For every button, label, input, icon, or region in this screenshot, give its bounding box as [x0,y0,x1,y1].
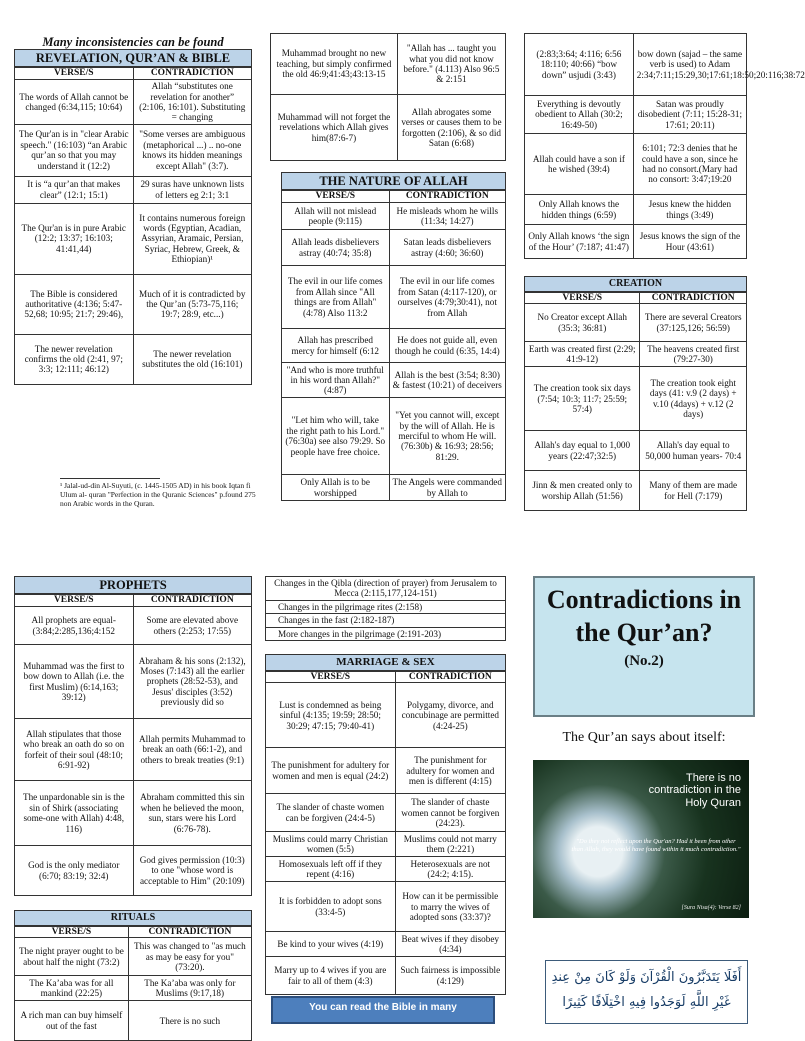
contradiction-cell: Abraham & his sons (2:132), Moses (7:143) all the earlier prophets (28:52-53), and Jesus' disciples (3:52) previously did so [133,645,252,719]
verse-cell: Homosexuals left off if they repent (4:16) [266,857,396,882]
contradiction-cell: "Allah has ... taught you what you did not know before." (4.113) Also 96:5 & 2:151 [397,34,505,95]
table-row [525,225,747,259]
table-row [15,846,252,896]
contradiction-cell: "Some verses are ambiguous (metaphorical ...) .. no-one knows its hidden meanings except Allah" (3:7). [133,124,252,176]
page-title: Many inconsistencies can be found [14,35,252,49]
verse-cell: Earth was created first (2:29; 41:9-12) [525,342,640,367]
right-top-section [524,33,747,259]
table-row [271,95,506,161]
verse-cell: The Qur'an is in pure Arabic (12:2; 13:37; 16:103; 41:41,44) [15,203,134,274]
table-row [15,607,252,645]
col-verse: VERSE/S [266,671,396,683]
mid-top-section [270,33,506,161]
flower-photo [533,760,749,918]
col-verse: VERSE/S [15,595,134,607]
change-cell: More changes in the pilgrimage (2:191-203) [266,627,506,640]
table-row [15,124,252,176]
table-row [271,34,506,95]
contradiction-cell: The evil in our life comes from Satan (4:117-120), or ourselves (4:79;30:41), not from Allah [389,266,505,329]
verse-cell: Muhammad was the first to bow down to Allah (i.e. the first Muslim) (6:14,163; 39:12) [15,645,134,719]
col-contradiction: CONTRADICTION [389,191,505,203]
verse-cell: No Creator except Allah (35:3; 36:81) [525,304,640,342]
table-row [266,748,506,794]
verse-cell: "Let him who will, take the right path to his Lord." (76:30a) see also 79:29. So people have free choice. [282,398,390,475]
verse-cell: The punishment for adultery for women and men is equal (24:2) [266,748,396,794]
verse-cell: Only Allah knows ‘the sign of the Hour’ (7:187; 41:47) [525,225,634,259]
verse-cell: Only Allah is to be worshipped [282,475,390,501]
rituals-heading: RITUALS [14,910,252,926]
table-row [525,34,747,96]
verse-cell: Jinn & men created only to worship Allah (51:56) [525,471,640,511]
col-verse: VERSE/S [15,68,134,80]
contradiction-cell: 6:101; 72:3 denies that he could have a son, since he had no consort.(Mary had no consort: 3:47;19:20 [633,134,746,195]
marriage-table [265,671,506,996]
contradiction-cell: The Ka’aba was only for Muslims (9:17,18) [128,976,251,1001]
table-row [282,363,506,398]
col-verse: VERSE/S [525,292,640,304]
contradiction-cell: Satan leads disbelievers astray (4:60; 36:60) [389,230,505,266]
verse-cell: Allah has prescribed mercy for himself (6:12 [282,329,390,363]
qibla-section [265,576,506,641]
nature-table [281,190,506,501]
table-row [282,329,506,363]
verse-cell: It is forbidden to adopt sons (33:4-5) [266,882,396,932]
qibla-table [265,576,506,641]
verse-cell: The words of Allah cannot be changed (6:34,115; 10:64) [15,80,134,125]
contradiction-cell: How can it be permissible to marry the wives of adopted sons (33:37)? [395,882,505,932]
table-row [525,134,747,195]
table-row [525,195,747,225]
contradiction-cell: He does not guide all, even though he could (6:35, 14:4) [389,329,505,363]
contradiction-cell: The punishment for adultery for women and men is different (4:15) [395,748,505,794]
col-contradiction: CONTRADICTION [133,595,252,607]
verse-cell: (2:83;3:64; 4:116; 6:56 18:110; 40:66) “bow down” usjudi (3:43) [525,34,634,96]
table-row [15,1001,252,1041]
table-row [15,938,252,976]
verse-cell: It is “a qur’an that makes clear” (12:1; 15:1) [15,176,134,203]
creation-section [524,276,747,511]
change-cell: Changes in the fast (2:182-187) [266,614,506,627]
contradiction-cell: Abraham committed this sin when he believed the moon, sun, stars were his Lord (6:76-78). [133,781,252,846]
arabic-verse: أَفَلَا يَتَدَبَّرُونَ الْقُرْآنَ وَلَوْ كَانَ مِنْ عِندِ غَيْرِ اللَّهِ لَوَجَدُوا فِيهِ اخْتِلَافًا كَثِيرًا [545,960,748,1024]
contradiction-cell: 29 suras have unknown lists of letters eg 2:1; 3:1 [133,176,252,203]
table-row [266,794,506,832]
table-row [15,719,252,781]
promo-title: Contradictions in the Qur’an? [535,584,753,650]
verse-cell: The creation took six days (7:54; 10:3; 11:7; 25:59; 57:4) [525,367,640,431]
verse-cell: The evil in our life comes from Allah since "All things are from Allah" (4:78) Also 113:2 [282,266,390,329]
prophets-heading: PROPHETS [14,576,252,594]
revelation-section [14,49,252,385]
col-contradiction: CONTRADICTION [640,292,747,304]
verse-cell: Allah will not mislead people (9:115) [282,203,390,230]
contradiction-cell: Allah abrogates some verses or causes them to be forgotten (2:106), & so did Satan (6:68) [397,95,505,161]
verse-cell: A rich man can buy himself out of the fast [15,1001,129,1041]
contradiction-cell: Allah “substitutes one revelation for another” (2:106, 16:101). Substituting = changing [133,80,252,125]
contradiction-cell: Jesus knows the sign of the Hour (43:61) [633,225,746,259]
verse-cell: Allah stipulates that those who break an oath do so on forfeit of their soul (48:10; 6:91-92) [15,719,134,781]
verse-cell: Marry up to 4 wives if you are fair to all of them (4:3) [266,957,396,995]
table-row [266,600,506,613]
verse-cell: Everything is devoutly obedient to Allah (30:2; 16:49-50) [525,96,634,134]
verse-cell: Only Allah knows the hidden things (6:59) [525,195,634,225]
change-cell: Changes in the pilgrimage rites (2:158) [266,600,506,613]
table-row [266,627,506,640]
contradiction-cell: There are several Creators (37:125,126; 56:59) [640,304,747,342]
table-row [15,645,252,719]
promo-number: (No.2) [535,650,753,673]
contradiction-cell: Jesus knew the hidden things (3:49) [633,195,746,225]
promo-box [533,576,755,717]
rituals-table [14,926,252,1041]
mid-top-table [270,33,506,161]
prophets-section [14,576,252,896]
verse-cell: The unpardonable sin is the sin of Shirk (associating some-one with Allah) 4:48, 116) [15,781,134,846]
contradiction-cell: The Angels were commanded by Allah to [389,475,505,501]
table-row [15,274,252,334]
table-row [15,334,252,384]
contradiction-cell: Allah permits Muhammad to break an oath (66:1-2), and others to break treaties (9:1) [133,719,252,781]
prophets-table [14,594,252,896]
table-row [282,475,506,501]
photo-caption: There is no contradiction in the Holy Quran [631,772,741,809]
col-contradiction: CONTRADICTION [128,926,251,938]
table-row [525,342,747,367]
verse-cell: The night prayer ought to be about half the night (73:2) [15,938,129,976]
photo-source: [Sura Nisa(4): Verse 82] [682,905,742,912]
verse-cell: Muhammad brought no new teaching, but simply confirmed the old 46:9;41:43;43:13-15 [271,34,398,95]
contradiction-cell: Many of them are made for Hell (7:179) [640,471,747,511]
table-row [282,230,506,266]
right-top-table [524,33,747,259]
table-row [15,203,252,274]
contradiction-cell: There is no such [128,1001,251,1041]
photo-quote: "Do they not reflect upon the Qur'an? Had it been from other than Allah, they would have found within it much contradiction." [571,838,741,854]
creation-table [524,292,747,512]
contradiction-cell: Allah is the best (3:54; 8:30) & fastest (10:21) of deceivers [389,363,505,398]
table-row [266,683,506,748]
contradiction-cell: Satan was proudly disobedient (7:11; 15:28-31; 17:61; 20:11) [633,96,746,134]
nature-heading: THE NATURE OF ALLAH [281,172,506,190]
contradiction-cell: Beat wives if they disobey (4:34) [395,932,505,957]
table-row [15,80,252,125]
marriage-heading: MARRIAGE & SEX [265,654,506,671]
verse-cell: Muhammad will not forget the revelations which Allah gives him(87:6-7) [271,95,398,161]
col-contradiction: CONTRADICTION [133,68,252,80]
table-row [15,781,252,846]
table-row [282,266,506,329]
contradiction-cell: Such fairness is impossible (4:129) [395,957,505,995]
verse-cell: Be kind to your wives (4:19) [266,932,396,957]
contradiction-cell: He misleads whom he wills (11:34; 14:27) [389,203,505,230]
revelation-heading: REVELATION, QUR’AN & BIBLE [14,49,252,67]
table-row [282,398,506,475]
bible-info-box: You can read the Bible in many [271,996,495,1024]
change-cell: Changes in the Qibla (direction of prayer) from Jerusalem to Mecca (2:115,177,124-151) [266,577,506,601]
contradiction-cell: "Yet you cannot will, except by the will of Allah. He is merciful to whom He will. (76:30b) & 16:93; 28:56; 81:29. [389,398,505,475]
contradiction-cell: Much of it is contradicted by the Qur’an (5:73-75,116; 19:7; 28:9, etc...) [133,274,252,334]
verse-cell: Allah leads disbelievers astray (40:74; 35:8) [282,230,390,266]
contradiction-cell: The slander of chaste women cannot be forgiven (24:23). [395,794,505,832]
verse-cell: The newer revelation confirms the old (2:41, 97; 3:3; 12:111; 46:12) [15,334,134,384]
table-row [282,203,506,230]
contradiction-cell: Heterosexuals are not (24:2; 4:15). [395,857,505,882]
verse-cell: The Bible is considered authoritative (4:136; 5:47-52,68; 10:95; 21:7; 29:46), [15,274,134,334]
table-row [525,471,747,511]
table-row [266,832,506,857]
col-contradiction: CONTRADICTION [395,671,505,683]
contradiction-cell: Polygamy, divorce, and concubinage are permitted (4:24-25) [395,683,505,748]
table-row [266,882,506,932]
col-verse: VERSE/S [282,191,390,203]
table-row [15,976,252,1001]
contradiction-cell: This was changed to "as much as may be easy for you" (73:20). [128,938,251,976]
table-row [266,577,506,601]
table-row [525,431,747,471]
table-row [266,614,506,627]
contradiction-cell: bow down (sajad – the same verb is used) to Adam 2:34;7:11;15:29,30;17:61;18:50;20:116;38:72 [633,34,746,96]
marriage-section [265,654,506,995]
contradiction-cell: The newer revelation substitutes the old (16:101) [133,334,252,384]
verse-cell: The slander of chaste women can be forgiven (24:4-5) [266,794,396,832]
table-row [525,367,747,431]
verse-cell: The Ka’aba was for all mankind (22:25) [15,976,129,1001]
contradiction-cell: The heavens created first (79:27-30) [640,342,747,367]
table-row [15,176,252,203]
verse-cell: All prophets are equal- (3:84;2:285,136;4:152 [15,607,134,645]
verse-cell: "And who is more truthful in his word than Allah?" (4:87) [282,363,390,398]
verse-cell: Allah's day equal to 1,000 years (22:47;32:5) [525,431,640,471]
verse-cell: Muslims could marry Christian women (5:5) [266,832,396,857]
says-about-text: The Qur’an says about itself: [533,730,755,746]
verse-cell: Lust is condemned as being sinful (4:135; 19:59; 28:50; 30:29; 47:15; 79:40-41) [266,683,396,748]
table-row [266,857,506,882]
contradiction-cell: Muslims could not marry them (2:221) [395,832,505,857]
verse-cell: The Qur'an is in "clear Arabic speech." (16:103) “an Arabic qur’an so that you may understand it (12:2) [15,124,134,176]
table-row [525,96,747,134]
verse-cell: God is the only mediator (6:70; 83:19; 32:4) [15,846,134,896]
contradiction-cell: Some are elevated above others (2:253; 17:55) [133,607,252,645]
table-row [266,957,506,995]
col-verse: VERSE/S [15,926,129,938]
contradiction-cell: The creation took eight days (41: v.9 (2 days) + v.10 (4days) + v.12 (2 days) [640,367,747,431]
table-row [525,304,747,342]
footnote: ¹ Jalal-ud-din Al-Suyuti, (c. 1445-1505 AD) in his book Iqtan fi Ulum al- quran "Perfection in the Quranic Sciences" p.found 275 non Arabic words in the Quran. [60,481,260,508]
contradiction-cell: God gives permission (10:3) to one "whose word is acceptable to Him" (20:109) [133,846,252,896]
table-row [266,932,506,957]
contradiction-cell: Allah's day equal to 50,000 human years- 70:4 [640,431,747,471]
creation-heading: CREATION [524,276,747,292]
verse-cell: Allah could have a son if he wished (39:4) [525,134,634,195]
contradiction-cell: It contains numerous foreign words (Egyptian, Acadian, Assyrian, Aramaic, Persian, Syriac, Hebrew, Greek, & Ethiopian)¹ [133,203,252,274]
revelation-table [14,67,252,384]
footnote-rule [60,478,160,479]
rituals-section [14,910,252,1041]
nature-section [281,172,506,501]
